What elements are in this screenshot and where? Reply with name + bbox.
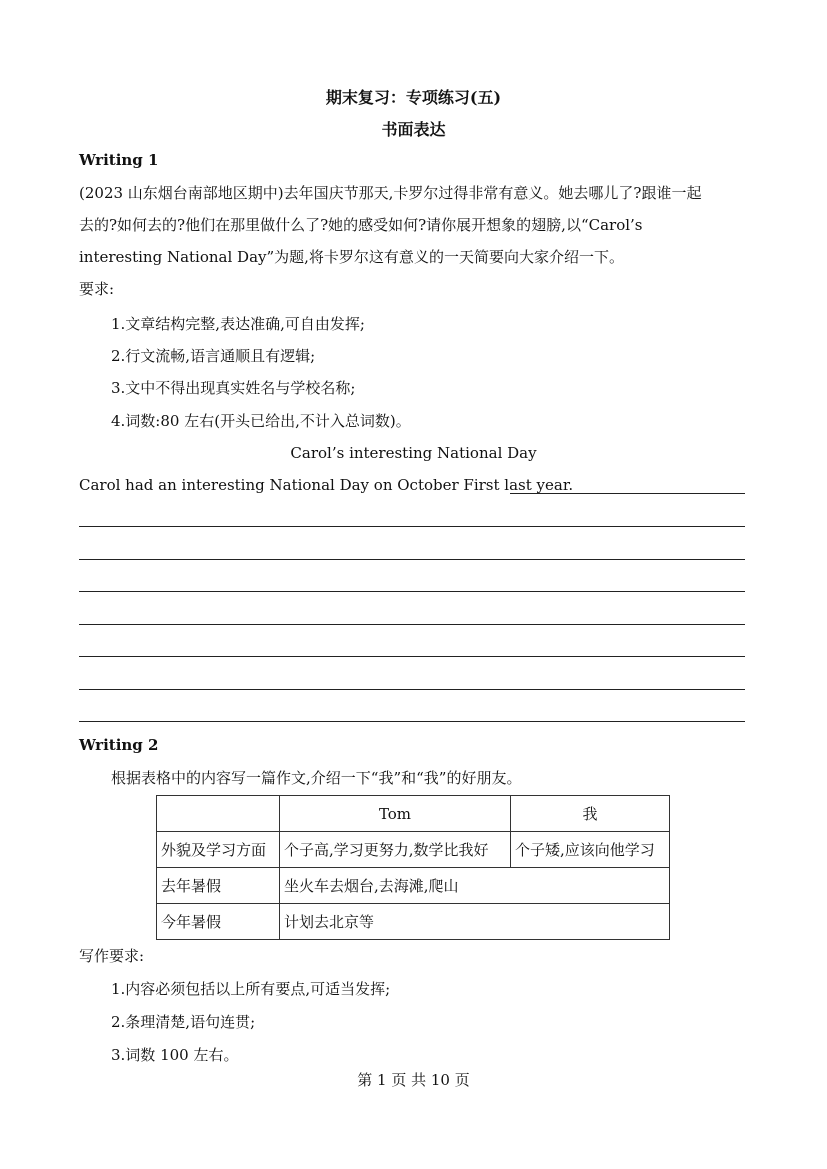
table-row-label: 今年暑假 bbox=[157, 904, 280, 940]
writing1-requirement-1: 1.文章结构完整,表达准确,可自由发挥; bbox=[111, 315, 365, 333]
answer-line-2[interactable] bbox=[79, 559, 745, 560]
table-cell: 计划去北京等 bbox=[280, 904, 670, 940]
essay-title: Carol’s interesting National Day bbox=[290, 444, 537, 462]
info-table bbox=[156, 795, 670, 940]
writing1-requirement-2: 2.行文流畅,语言通顺且有逻辑; bbox=[111, 347, 316, 365]
table-cell: 个子矮,应该向他学习 bbox=[511, 832, 670, 868]
answer-line-5[interactable] bbox=[79, 656, 745, 657]
table-row bbox=[157, 904, 670, 940]
table-row bbox=[157, 832, 670, 868]
answer-line-4[interactable] bbox=[79, 624, 745, 625]
answer-line-3[interactable] bbox=[79, 591, 745, 592]
writing1-prompt-line-2: 去的?如何去的?他们在那里做什么了?她的感受如何?请你展开想象的翅膀,以“Carol’s bbox=[79, 216, 643, 234]
table-cell: 个子高,学习更努力,数学比我好 bbox=[280, 832, 511, 868]
writing2-requirement-1: 1.内容必须包括以上所有要点,可适当发挥; bbox=[111, 980, 391, 998]
writing1-prompt-line-1: (2023 山东烟台南部地区期中)去年国庆节那天,卡罗尔过得非常有意义。她去哪儿了?跟谁一起 bbox=[79, 184, 702, 202]
table-row-label: 外貌及学习方面 bbox=[157, 832, 280, 868]
table-cell-corner bbox=[157, 796, 280, 832]
writing2-instruction: 根据表格中的内容写一篇作文,介绍一下“我”和“我”的好朋友。 bbox=[111, 769, 522, 787]
page-subtitle: 书面表达 bbox=[381, 120, 446, 139]
writing1-heading: Writing 1 bbox=[79, 151, 159, 169]
table-row bbox=[157, 868, 670, 904]
writing1-requirement-4: 4.词数:80 左右(开头已给出,不计入总词数)。 bbox=[111, 412, 411, 430]
essay-opening: Carol had an interesting National Day on October First last year. bbox=[79, 476, 574, 494]
writing2-requirement-2: 2.条理清楚,语句连贯; bbox=[111, 1013, 256, 1031]
answer-line-6[interactable] bbox=[79, 689, 745, 690]
table-header-me: 我 bbox=[511, 796, 670, 832]
writing1-prompt-line-3: interesting National Day”为题,将卡罗尔这有意义的一天简要向大家介绍一下。 bbox=[79, 248, 624, 266]
writing2-heading: Writing 2 bbox=[79, 736, 159, 754]
answer-line-7[interactable] bbox=[79, 721, 745, 722]
table-row-label: 去年暑假 bbox=[157, 868, 280, 904]
table-header-row bbox=[157, 796, 670, 832]
answer-line-1[interactable] bbox=[79, 526, 745, 527]
writing1-requirements-label: 要求: bbox=[79, 280, 115, 298]
table-header-tom: Tom bbox=[280, 796, 511, 832]
page-title: 期末复习：专项练习(五) bbox=[325, 88, 502, 107]
page-number: 第 1 页 共 10 页 bbox=[357, 1071, 470, 1089]
writing1-requirement-3: 3.文中不得出现真实姓名与学校名称; bbox=[111, 379, 356, 397]
writing2-requirement-3: 3.词数 100 左右。 bbox=[111, 1046, 239, 1064]
answer-line-0[interactable] bbox=[510, 493, 745, 494]
table-cell: 坐火车去烟台,去海滩,爬山 bbox=[280, 868, 670, 904]
writing2-requirements-label: 写作要求: bbox=[79, 947, 145, 965]
